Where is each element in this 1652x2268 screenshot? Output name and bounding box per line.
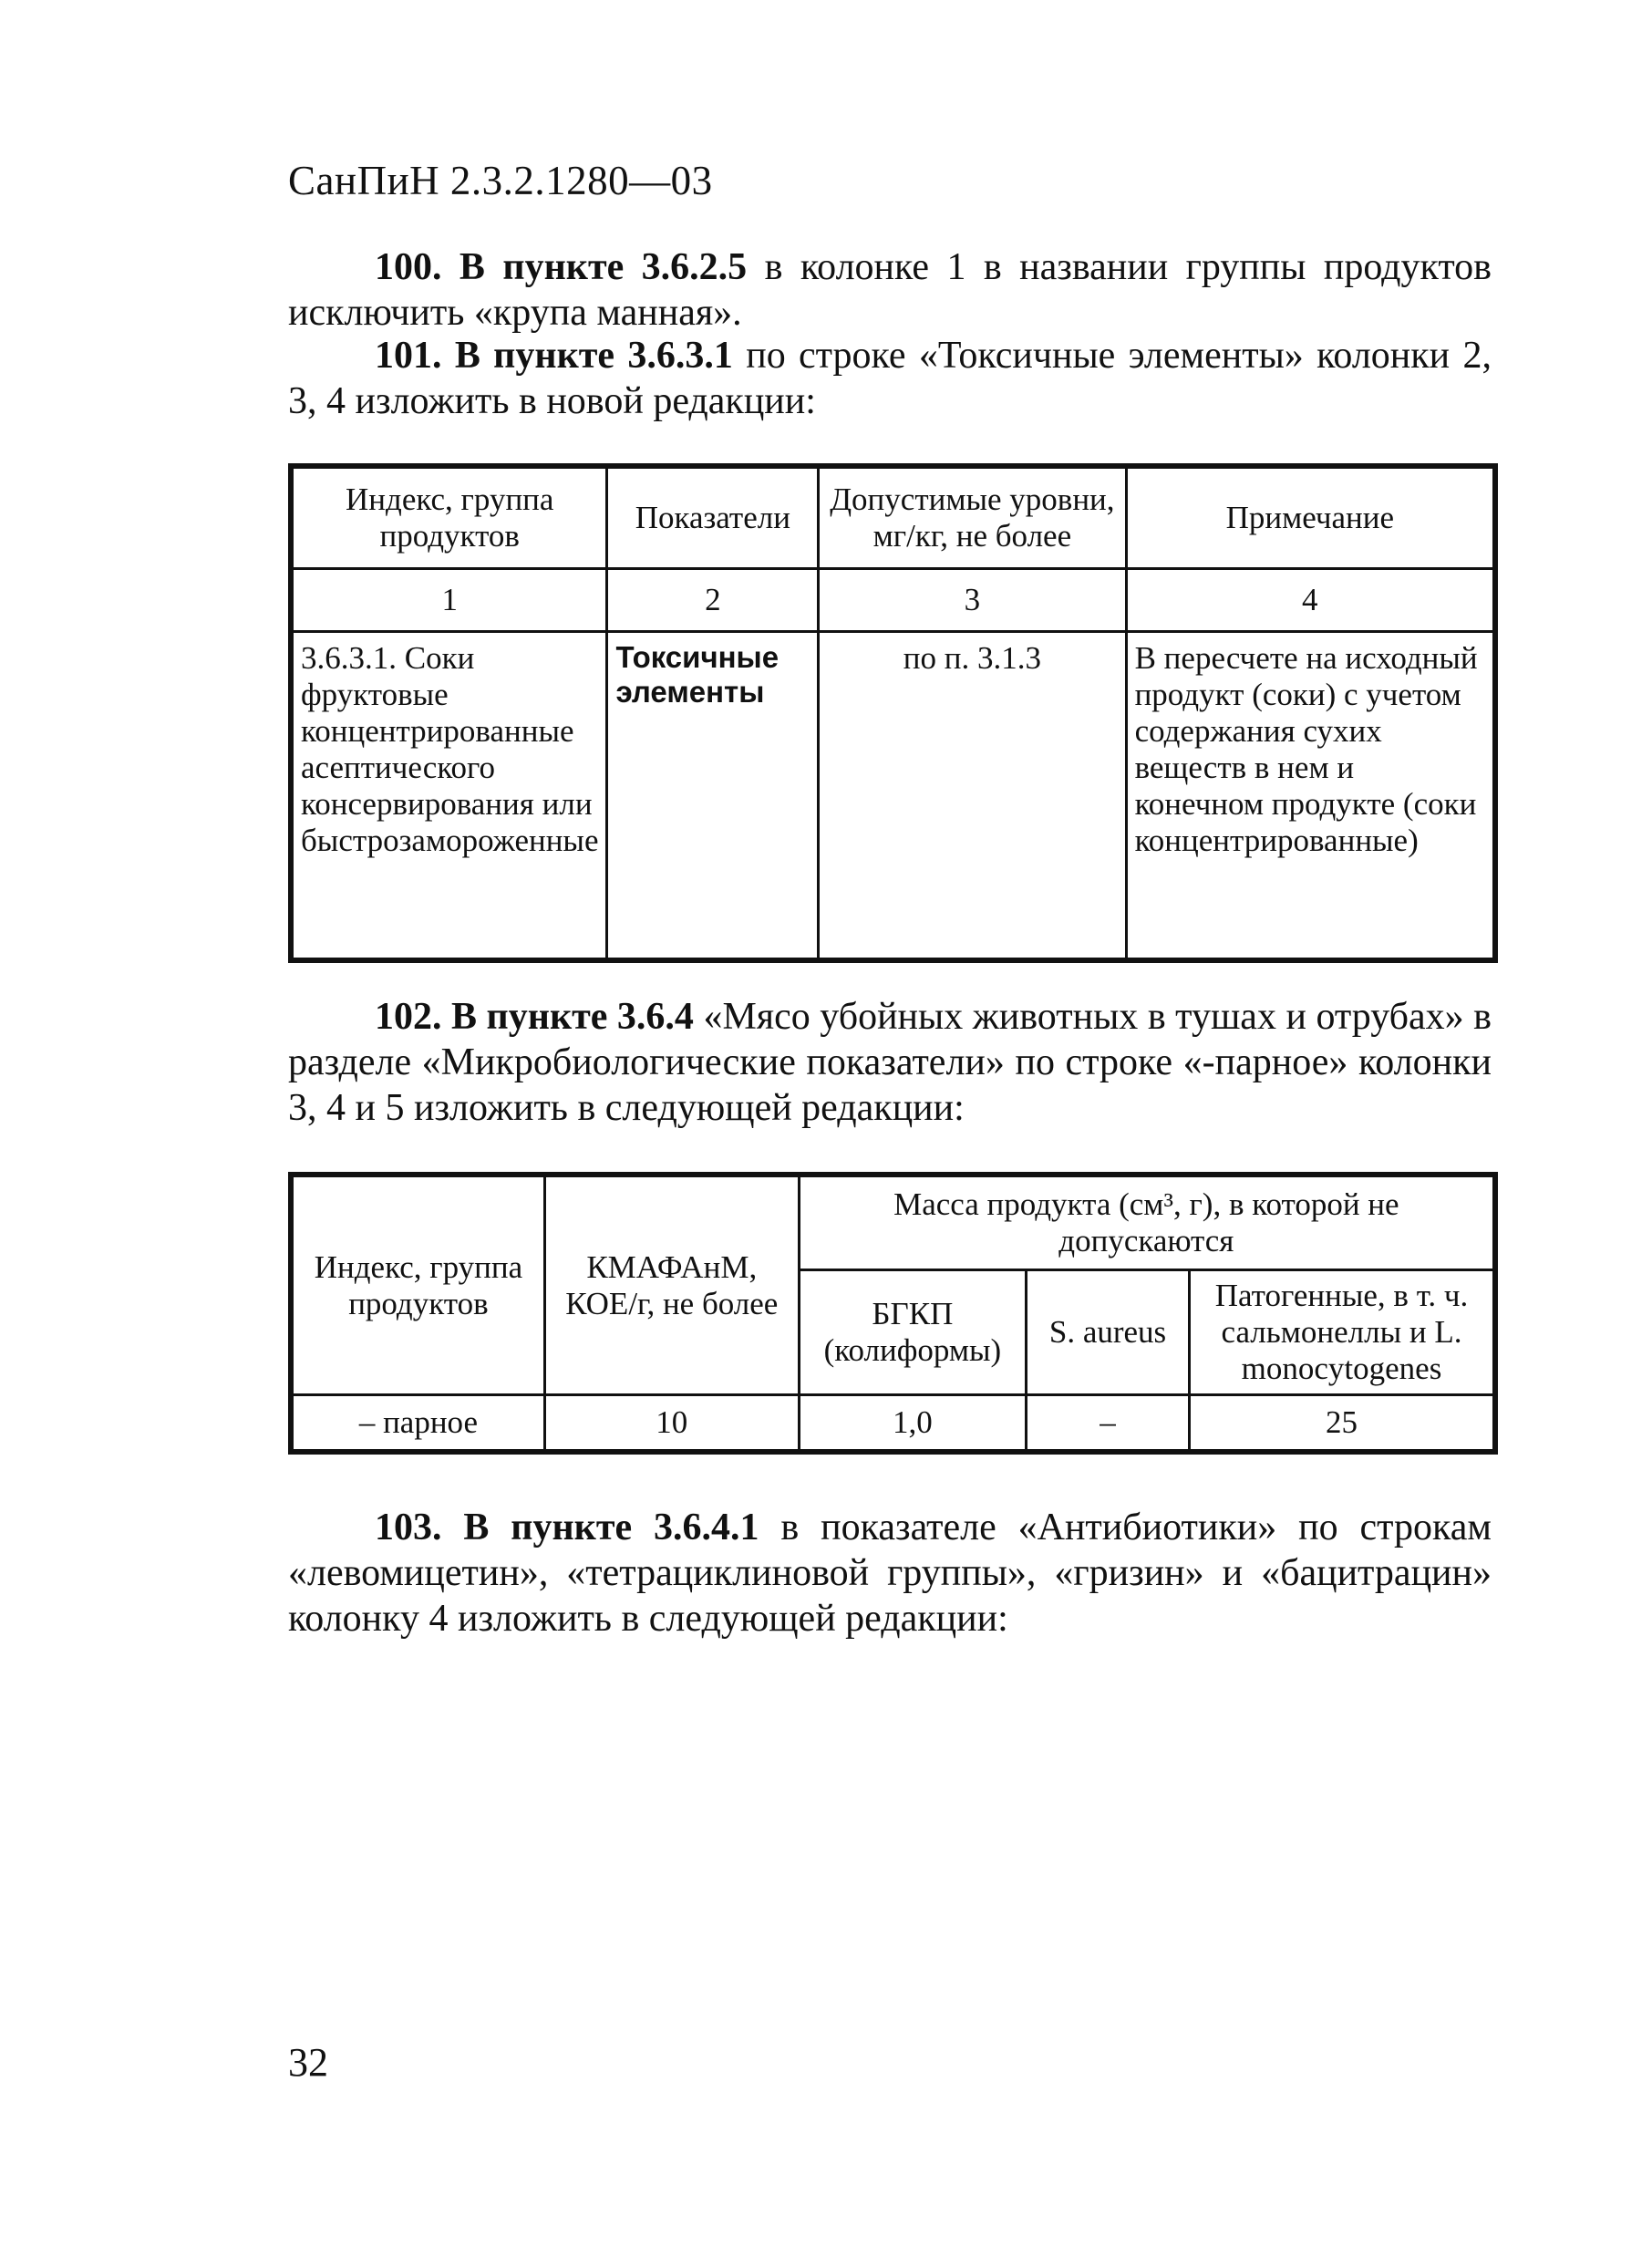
paragraph-100 — [288, 244, 1492, 336]
table2-cell-saureus: – — [1027, 1395, 1190, 1453]
paragraph-103 — [288, 1505, 1492, 1641]
table2-header-index: Индекс, группа продуктов — [291, 1175, 544, 1395]
paragraph-103-ref: 103. В пункте 3.6.4.1 — [375, 1507, 759, 1548]
table1-header-index: Индекс, группа продуктов — [291, 466, 607, 569]
table1-col-number: 1 — [291, 569, 607, 632]
table1-header-note: Примечание — [1126, 466, 1495, 569]
paragraph-103-text: в показателе «Антибиотики» по строкам «левомицетин», «тетрациклиновой группы», «гризин» и «бацитрацин» колонку 4 изложить в следующей редакции: — [288, 1507, 1492, 1640]
table1-cell-note: В пересчете на исходный продукт (соки) с учетом содержания сухих веществ в нем и конечном продукте (соки концентрированные) — [1126, 632, 1495, 961]
table1-cell-index: 3.6.3.1. Соки фруктовые концентрированные асептического консервирования или быстрозамороженные — [291, 632, 607, 961]
paragraph-102-text: «Мясо убойных животных в тушах и отрубах» в разделе «Микробиологические показатели» по строке «-парное» колонки 3, 4 и 5 изложить в следующей редакции: — [288, 996, 1492, 1129]
paragraph-100-ref: 100. В пункте 3.6.2.5 — [375, 246, 748, 288]
table1-col-number: 4 — [1126, 569, 1495, 632]
table1-header-indicator: Показатели — [607, 466, 819, 569]
paragraph-102-ref: 102. В пункте 3.6.4 — [375, 996, 694, 1038]
paragraph-100-text: в колонке 1 в названии группы продуктов исключить «крупа манная». — [288, 246, 1492, 334]
table2-header-saureus: S. aureus — [1027, 1270, 1190, 1395]
table1-col-number: 3 — [819, 569, 1126, 632]
table1-cell-indicator: Токсичные элементы — [607, 632, 819, 961]
table1-cell-level: по п. 3.1.3 — [819, 632, 1126, 961]
table1-col-number: 2 — [607, 569, 819, 632]
paragraph-101-text: по строке «Токсичные элементы» колонки 2, 3, 4 изложить в новой редакции: — [288, 335, 1492, 422]
paragraph-101 — [288, 333, 1492, 424]
toxic-elements-table — [288, 463, 1498, 963]
paragraph-102 — [288, 994, 1492, 1131]
table2-cell-index: – парное — [291, 1395, 544, 1453]
page-number: 32 — [288, 2040, 328, 2085]
paragraph-101-ref: 101. В пункте 3.6.3.1 — [375, 335, 733, 377]
table2-header-pathogens: Патогенные, в т. ч. сальмонеллы и L. monocytogenes — [1189, 1270, 1495, 1395]
table2-cell-kmafanm: 10 — [544, 1395, 799, 1453]
table1-header-level: Допустимые уровни, мг/кг, не более — [819, 466, 1126, 569]
table2-header-mass: Масса продукта (см³, г), в которой не допускаются — [799, 1175, 1495, 1270]
table2-cell-bgkp: 1,0 — [799, 1395, 1026, 1453]
microbiology-table — [288, 1172, 1498, 1455]
table2-header-bgkp: БГКП (колиформы) — [799, 1270, 1026, 1395]
document-title: СанПиН 2.3.2.1280—03 — [288, 158, 713, 203]
table2-cell-pathogens: 25 — [1189, 1395, 1495, 1453]
table2-header-kmafanm: КМАФАнМ, КОЕ/г, не более — [544, 1175, 799, 1395]
